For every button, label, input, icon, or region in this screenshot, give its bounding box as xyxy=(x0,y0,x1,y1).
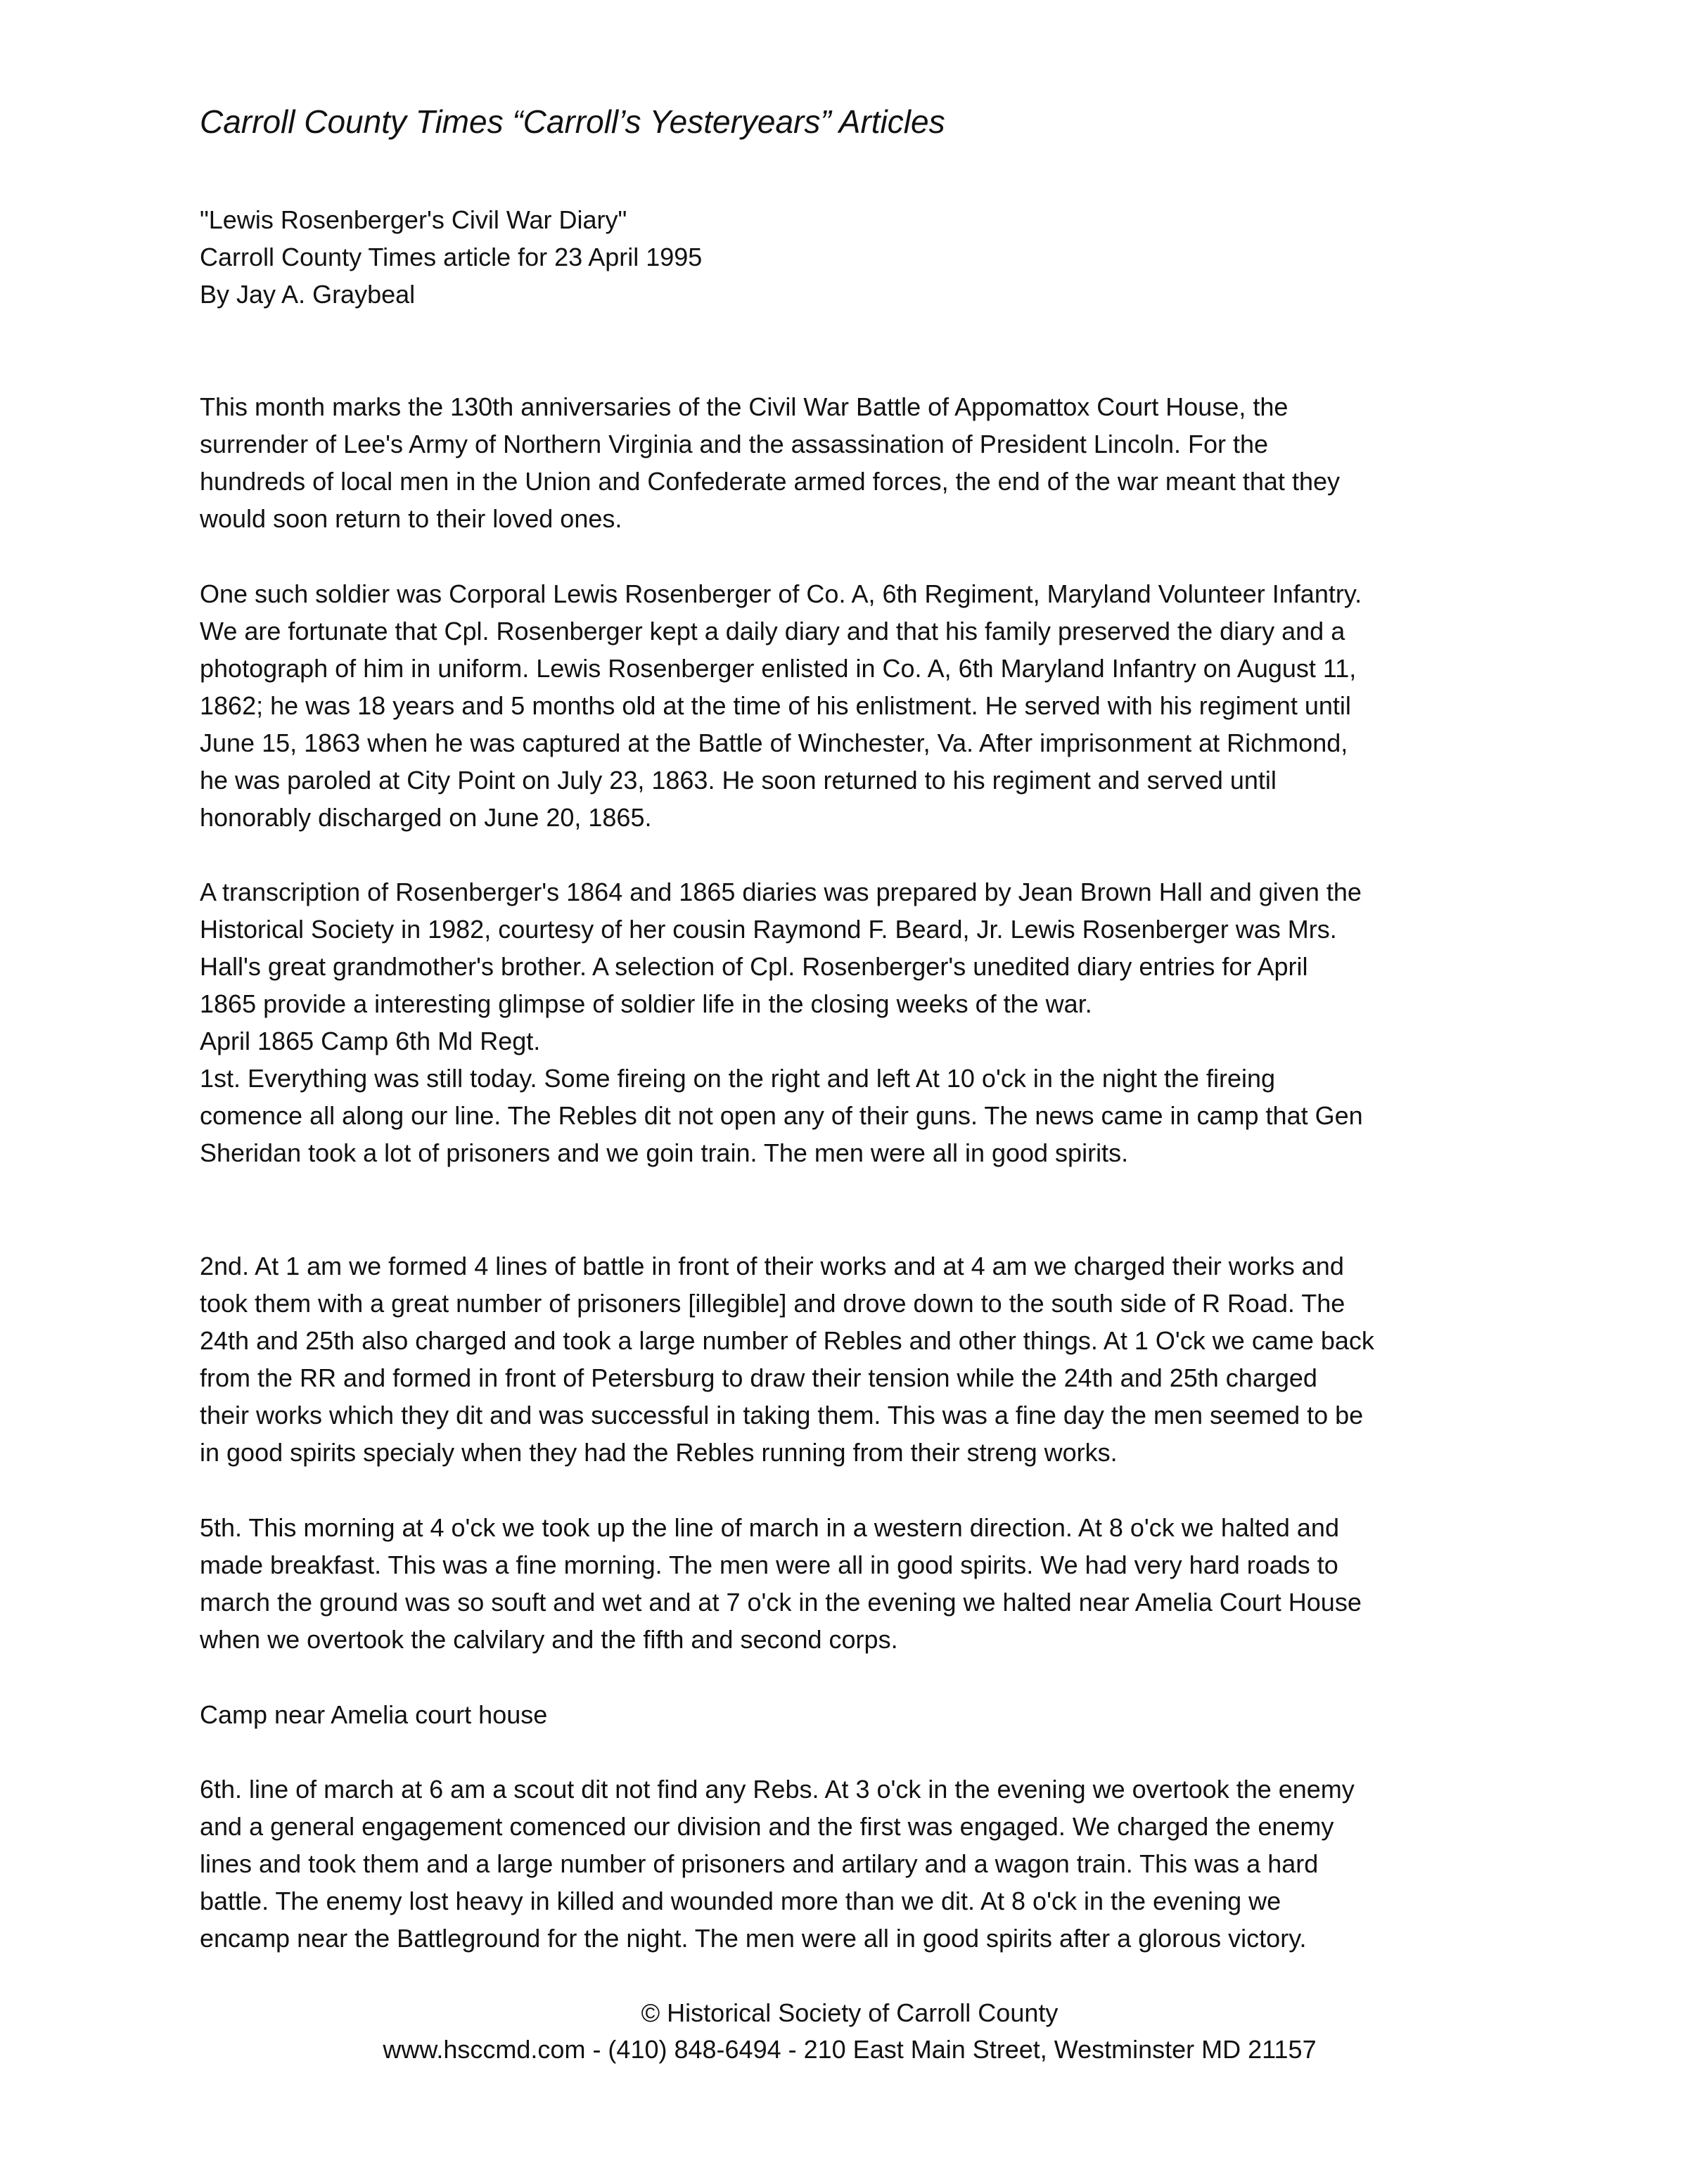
paragraph-transcription xyxy=(200,873,1362,1022)
page-title: Carroll County Times “Carroll’s Yesteryears” Articles xyxy=(200,103,945,140)
text-line: encamp near the Battleground for the night. The men were all in good spirits after a glorous victory. xyxy=(200,1924,1307,1953)
diary-entry-6th xyxy=(200,1771,1355,1957)
text-line: 1862; he was 18 years and 5 months old at the time of his enlistment. He served with his regiment until xyxy=(200,691,1351,720)
text-line: he was paroled at City Point on July 23, 1863. He soon returned to his regiment and served until xyxy=(200,766,1277,795)
text-line: from the RR and formed in front of Petersburg to draw their tension while the 24th and 25th charged xyxy=(200,1363,1317,1392)
text-line: comence all along our line. The Rebles dit not open any of their guns. The news came in camp that Gen xyxy=(200,1101,1363,1130)
text-line: took them with a great number of prisoners [illegible] and drove down to the south side of R Road. The xyxy=(200,1289,1345,1318)
paragraph-soldier xyxy=(200,575,1362,836)
text-line: when we overtook the calvilary and the fifth and second corps. xyxy=(200,1625,898,1654)
text-line: 1st. Everything was still today. Some fireing on the right and left At 10 o'ck in the night the fireing xyxy=(200,1064,1276,1093)
text-line: surrender of Lee's Army of Northern Virginia and the assassination of President Lincoln. For the xyxy=(200,430,1269,458)
text-line: "Lewis Rosenberger's Civil War Diary" xyxy=(200,205,627,234)
text-line: Camp near Amelia court house xyxy=(200,1700,548,1729)
text-line: One such soldier was Corporal Lewis Rosenberger of Co. A, 6th Regiment, Maryland Volunteer Infantry. xyxy=(200,579,1362,608)
paragraph-intro xyxy=(200,388,1340,537)
text-line: and a general engagement comenced our division and the first was engaged. We charged the enemy xyxy=(200,1812,1334,1841)
text-line: photograph of him in uniform. Lewis Rosenberger enlisted in Co. A, 6th Maryland Infantry on August 11, xyxy=(200,654,1357,683)
text-line: 24th and 25th also charged and took a large number of Rebles and other things. At 1 O'ck we came back xyxy=(200,1326,1374,1355)
text-line: their works which they dit and was successful in taking them. This was a fine day the men seemed to be xyxy=(200,1401,1364,1430)
article-info xyxy=(200,201,702,313)
text-line: We are fortunate that Cpl. Rosenberger kept a daily diary and that his family preserved the diary and a xyxy=(200,617,1345,645)
diary-entry-1st xyxy=(200,1022,1363,1171)
diary-location xyxy=(200,1696,547,1733)
diary-entry-2nd xyxy=(200,1247,1374,1471)
text-line: 6th. line of march at 6 am a scout dit not find any Rebs. At 3 o'ck in the evening we overtook the enemy xyxy=(200,1775,1355,1804)
text-line: 2nd. At 1 am we formed 4 lines of battle in front of their works and at 4 am we charged their works and xyxy=(200,1252,1344,1280)
text-line: in good spirits specialy when they had the Rebles running from their streng works. xyxy=(200,1438,1118,1467)
text-line: honorably discharged on June 20, 1865. xyxy=(200,803,652,832)
text-line: 5th. This morning at 4 o'ck we took up the line of march in a western direction. At 8 o'ck we halted and xyxy=(200,1513,1339,1542)
diary-entry-5th xyxy=(200,1509,1362,1658)
text-line: April 1865 Camp 6th Md Regt. xyxy=(200,1027,541,1055)
text-line: 1865 provide a interesting glimpse of soldier life in the closing weeks of the war. xyxy=(200,989,1092,1018)
text-line: battle. The enemy lost heavy in killed and wounded more than we dit. At 8 o'ck in the evening we xyxy=(200,1887,1281,1915)
text-line: would soon return to their loved ones. xyxy=(200,504,622,533)
text-line: Historical Society in 1982, courtesy of her cousin Raymond F. Beard, Jr. Lewis Rosenberger was Mrs. xyxy=(200,915,1337,944)
text-line: made breakfast. This was a fine morning. The men were all in good spirits. We had very hard roads to xyxy=(200,1550,1338,1579)
text-line: By Jay A. Graybeal xyxy=(200,280,416,309)
text-line: hundreds of local men in the Union and Confederate armed forces, the end of the war meant that they xyxy=(200,467,1340,496)
footer-copyright: © Historical Society of Carroll County xyxy=(641,1998,1059,2027)
text-line: Carroll County Times article for 23 April 1995 xyxy=(200,243,703,271)
text-line: This month marks the 130th anniversaries of the Civil War Battle of Appomattox Court House, the xyxy=(200,392,1289,421)
footer-contact: www.hsccmd.com - (410) 848-6494 - 210 East Main Street, Westminster MD 21157 xyxy=(383,2035,1317,2064)
text-line: Hall's great grandmother's brother. A selection of Cpl. Rosenberger's unedited diary entries for April xyxy=(200,952,1308,981)
text-line: A transcription of Rosenberger's 1864 and 1865 diaries was prepared by Jean Brown Hall and given the xyxy=(200,878,1362,906)
text-line: June 15, 1863 when he was captured at the Battle of Winchester, Va. After imprisonment at Richmond, xyxy=(200,728,1348,757)
text-line: lines and took them and a large number of prisoners and artilary and a wagon train. This was a hard xyxy=(200,1849,1319,1878)
text-line: Sheridan took a lot of prisoners and we goin train. The men were all in good spirits. xyxy=(200,1138,1129,1167)
text-line: march the ground was so souft and wet and at 7 o'ck in the evening we halted near Amelia Court House xyxy=(200,1588,1362,1617)
